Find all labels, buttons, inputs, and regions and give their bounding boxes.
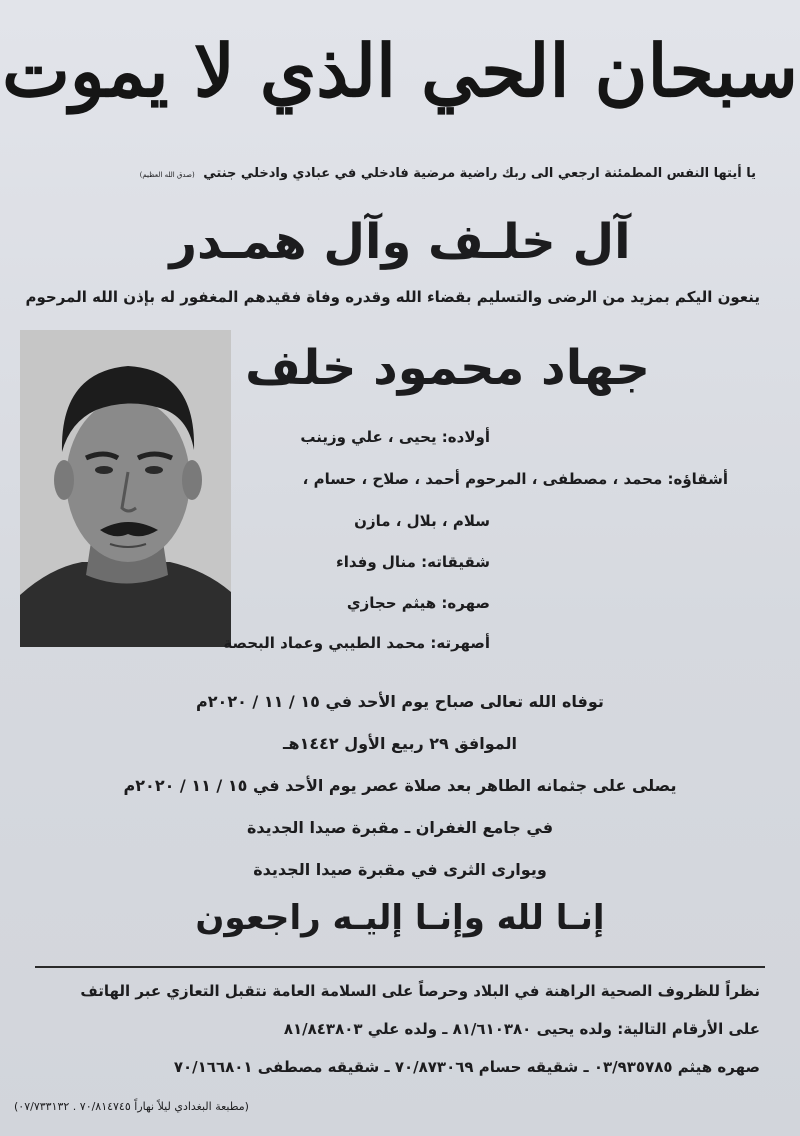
brothers-line-2: سلام ، بلال ، مازن xyxy=(354,512,490,530)
burial-line: ويوارى الثرى في مقبرة صيدا الجديدة xyxy=(253,860,547,879)
announcement-text: ينعون اليكم بمزيد من الرضى والتسليم بقضاء الله وقدره وفاة فقيدهم المغفور له بإذن الله المرحوم xyxy=(25,288,760,306)
hijri-date-line: الموافق ٢٩ ربيع الأول ١٤٤٢هـ xyxy=(283,734,517,753)
in-laws-line: أصهرته: محمد الطيبي وعماد البحصة xyxy=(223,634,490,652)
verse-text: يا أيتها النفس المطمئنة ارجعي الى ربك راضية مرضية فادخلي في عبادي وادخلي جنتي xyxy=(203,166,756,181)
calligraphy-heading: سبحان الحي الذي لا يموت xyxy=(2,28,798,113)
deceased-photo xyxy=(20,330,231,647)
brother-in-law-line: صهره: هيثم حجازي xyxy=(346,594,490,612)
deceased-name: جهاد محمود خلف xyxy=(245,340,650,396)
children-line: أولاده: يحيى ، علي وزينب xyxy=(300,428,490,446)
family-names: آل خلـف وآل همـدر xyxy=(169,214,631,270)
divider-line xyxy=(35,966,765,968)
death-date-line: توفاه الله تعالى صباح يوم الأحد في ١٥ / ١١ / ٢٠٢٠م xyxy=(196,692,604,711)
sisters-line: شقيقاته: منال وفداء xyxy=(336,553,490,571)
condolence-notice: نظراً للظروف الصحية الراهنة في البلاد وحرصاً على السلامة العامة نتقبل التعازي عبر الهاتف xyxy=(80,982,760,1000)
verse-reference: (صدق الله العظيم) xyxy=(139,171,195,179)
printer-credit: (مطبعة البغدادي ليلاً نهاراً ٧٠/٨١٤٧٤٥ . ٠٧/٧٣٣١٣٢) xyxy=(14,1100,249,1113)
brothers-line-1: أشقاؤه: محمد ، مصطفى ، المرحوم أحمد ، صلاح ، حسام ، xyxy=(302,470,728,488)
prayer-line: يصلى على جثمانه الطاهر بعد صلاة عصر يوم الأحد في ١٥ / ١١ / ٢٠٢٠م xyxy=(123,776,677,795)
mosque-line: في جامع الغفران ـ مقبرة صيدا الجديدة xyxy=(246,818,554,837)
phone-numbers-line-2: صهره هيثم ٠٣/٩٣٥٧٨٥ ـ شقيقه حسام ٧٠/٨٧٣٠٦٩ ـ شقيقه مصطفى ٧٠/١٦٦٨٠١ xyxy=(173,1058,760,1076)
quran-verse xyxy=(140,166,756,181)
phone-numbers-line-1: على الأرقام التالية: ولده يحيى ٨١/٦١٠٣٨٠ ـ ولده علي ٨١/٨٤٣٨٠٣ xyxy=(283,1020,760,1038)
closing-phrase: إنـا لله وإنـا إليـه راجعون xyxy=(195,898,605,938)
